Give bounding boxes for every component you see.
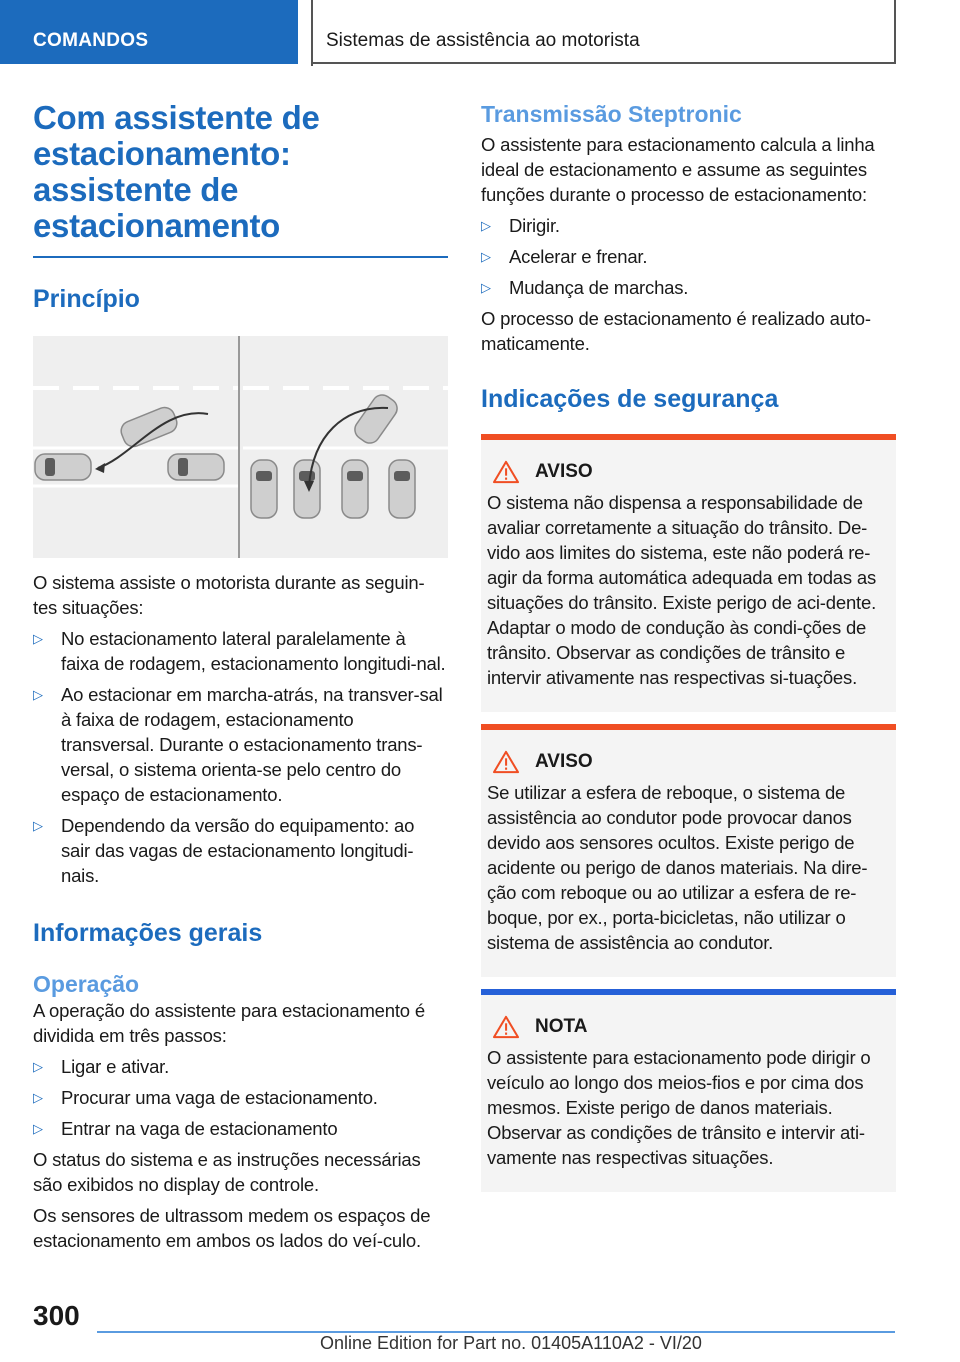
- list-item: ▷ Ao estacionar em marcha-atrás, na transver-sal à faixa de rodagem, estacionamento transversal. Durante o estacionamento trans-versal, o sistema orienta-se pelo centro do espaço de estacionamento.: [33, 684, 443, 805]
- principle-list: [33, 626, 448, 888]
- principle-heading: Princípio: [33, 285, 140, 313]
- warning-triangle-icon: [491, 1015, 521, 1039]
- warning-box-2: [481, 724, 896, 977]
- bullet-icon: ▷: [481, 218, 491, 233]
- list-item: ▷ No estacionamento lateral paralelamente à faixa de rodagem, estacionamento longitudi-nal.: [33, 628, 446, 674]
- list-item: ▷ Acelerar e frenar.: [481, 246, 648, 267]
- heading-rule: [33, 256, 448, 258]
- note-title: NOTA: [487, 1015, 888, 1039]
- bullet-icon: ▷: [33, 1090, 43, 1105]
- section-label: COMANDOS: [33, 30, 149, 51]
- warning-text: O sistema não dispensa a responsabilidade de avaliar corretamente a situação do trânsito. De-vido aos limites do sistema, este não poderá re-agir da forma automática adequada em todas as situações do trânsito. Existe perigo de aci-dente. Adaptar o modo de condução às condi-ções de trânsito. Observar as condições de trânsito e intervir ativamente nas respectivas si-tuações.: [487, 492, 877, 688]
- sensor-text: Os sensores de ultrassom medem os espaços de estacionamento em ambos os lados do veí-culo.: [33, 1205, 431, 1251]
- bullet-icon: ▷: [481, 280, 491, 295]
- bullet-icon: ▷: [33, 1059, 43, 1074]
- steptronic-heading: Transmissão Steptronic: [481, 101, 742, 127]
- parking-illustration: [33, 336, 448, 558]
- safety-heading: Indicações de segurança: [481, 385, 779, 413]
- edition-text: Online Edition for Part no. 01405A110A2 - VI/20: [320, 1333, 702, 1353]
- warning-title: AVISO: [487, 750, 888, 774]
- chapter-title: [312, 0, 896, 64]
- right-column: [481, 100, 896, 1192]
- bullet-icon: ▷: [33, 1121, 43, 1136]
- bullet-icon: ▷: [481, 249, 491, 264]
- bullet-icon: ▷: [33, 687, 43, 702]
- operation-heading: Operação: [33, 971, 140, 997]
- status-text: O status do sistema e as instruções necessárias são exibidos no display de controle.: [33, 1149, 421, 1195]
- list-item: ▷ Ligar e ativar.: [33, 1056, 170, 1077]
- left-column: [33, 100, 448, 1253]
- list-item: ▷ Dependendo da versão do equipamento: ao sair das vagas de estacionamento longitudi-nais.: [33, 815, 415, 886]
- warning-text: Se utilizar a esfera de reboque, o sistema de assistência ao condutor pode provocar danos devido aos sensores ocultos. Existe perigo de acidente ou perigo de danos materiais. Na dire-ção com reboque ou ao utilizar a esfera de re-boque, por ex., porta-bicicletas, não utilizar o sistema de assistência ao condutor.: [487, 782, 868, 953]
- parking-diagram: [33, 336, 448, 558]
- main-heading: Com assistente de estacionamento: assistente de estacionamento: [33, 99, 320, 244]
- steptronic-list: [481, 213, 896, 300]
- general-info-heading: Informações gerais: [33, 919, 263, 947]
- principle-intro: O sistema assiste o motorista durante as seguin-tes situações:: [33, 572, 425, 618]
- bullet-icon: ▷: [33, 818, 43, 833]
- bullet-icon: ▷: [33, 631, 43, 646]
- operation-list: [33, 1054, 448, 1141]
- list-item: ▷ Mudança de marchas.: [481, 277, 689, 298]
- list-item: ▷ Procurar uma vaga de estacionamento.: [33, 1087, 378, 1108]
- warning-triangle-icon: [491, 750, 521, 774]
- warning-box-1: [481, 434, 896, 712]
- operation-intro: A operação do assistente para estacionamento é dividida em três passos:: [33, 1000, 425, 1046]
- list-item: ▷ Dirigir.: [481, 215, 560, 236]
- warning-title: AVISO: [487, 460, 888, 484]
- steptronic-intro: O assistente para estacionamento calcula a linha ideal de estacionamento e assume as seguintes funções durante o processo de estacionamento:: [481, 134, 875, 205]
- list-item: ▷ Entrar na vaga de estacionamento: [33, 1118, 338, 1139]
- note-box: [481, 989, 896, 1192]
- warning-triangle-icon: [491, 460, 521, 484]
- note-text: O assistente para estacionamento pode dirigir o veículo ao longo dos meios-fios e por cima dos mesmos. Existe perigo de danos materiais. Observar as condições de trânsito e intervir ati-vamente nas respectivas situações.: [487, 1047, 871, 1168]
- section-tab: [0, 0, 298, 64]
- chapter-title-label: Sistemas de assistência ao motorista: [326, 30, 640, 51]
- steptronic-outro: O processo de estacionamento é realizado auto-maticamente.: [481, 308, 871, 354]
- page-number: 300: [33, 1300, 80, 1331]
